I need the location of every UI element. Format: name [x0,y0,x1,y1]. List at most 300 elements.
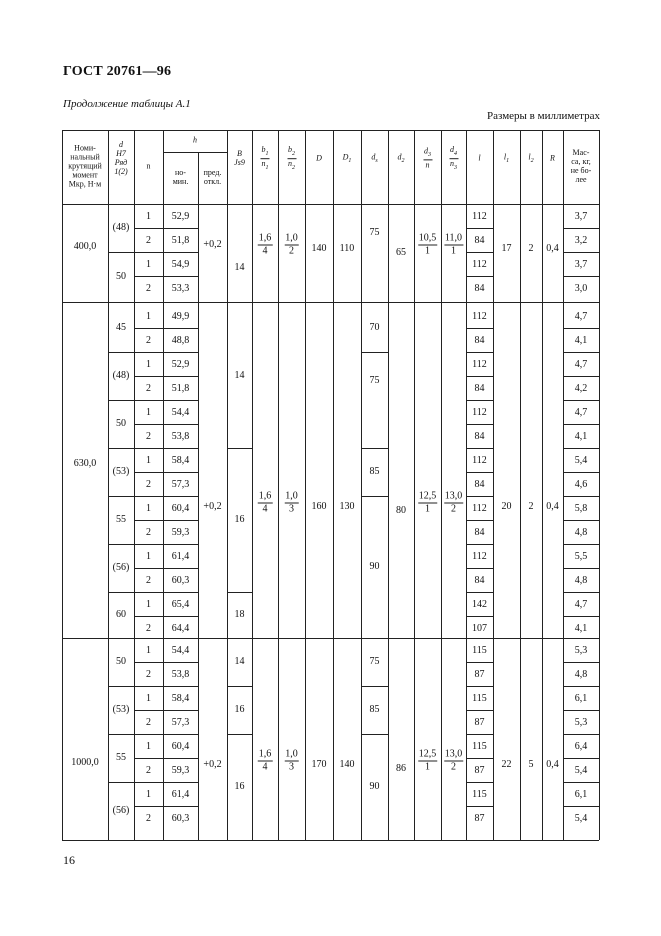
execution-cell: 1 [146,359,151,370]
h-nominal-cell: 54,9 [171,259,190,270]
table-rule [163,204,164,302]
table-rule [134,228,198,229]
table-rule [134,130,135,204]
table-rule [388,204,389,302]
shaft-diameter-cell: 60 [116,609,126,620]
table-rule [388,638,389,840]
mass-cell: 4,7 [574,311,588,322]
header-b2-n2 [287,146,296,172]
l-cell: 112 [472,551,487,562]
table-rule [134,328,198,329]
l-cell: 84 [474,283,485,294]
l-cell: 115 [472,645,487,656]
page-number: 16 [63,853,75,867]
header-ds-text: $d_s$ [371,152,378,164]
table-rule [134,710,198,711]
table-rule [388,130,389,204]
execution-cell: 1 [146,503,151,514]
header-d4: $d_4$ [450,145,457,157]
l-cell: 115 [472,789,487,800]
table-rule [563,472,599,473]
table-rule [252,638,253,840]
l-cell: 112 [472,503,487,514]
h-nominal-cell: 61,4 [171,551,190,562]
table-rule [414,204,415,302]
table-rule [466,520,493,521]
shaft-diameter-cell: 55 [116,752,126,763]
table-rule [227,204,228,302]
table-rule [563,806,599,807]
table-rule [361,734,388,735]
table-rule [493,302,494,638]
table-rule [134,782,198,783]
ds-cell: 70 [369,322,380,333]
table-rule [563,228,599,229]
table-rule [278,204,279,302]
l-cell: 84 [474,527,485,538]
table-rule [227,686,252,687]
ds-cell: 85 [369,704,380,715]
table-rule [361,638,362,840]
table-rule [163,638,164,840]
h-nominal-cell: 60,4 [171,741,190,752]
table-rule [493,204,494,302]
ds-cell: 90 [369,781,380,792]
execution-cell: 1 [146,407,151,418]
table-rule [466,472,493,473]
table-rule [333,130,334,204]
table-rule [563,686,599,687]
table-rule [134,592,198,593]
table-rule [108,252,134,253]
torque-cell: 1000,0 [71,757,99,769]
table-rule [134,400,198,401]
header-d2-text: $d_2$ [397,152,405,164]
B-cell: 14 [234,656,245,667]
table-rule [62,638,599,639]
table-rule [466,448,493,449]
table-rule [163,152,227,153]
ds-cell: 75 [369,374,380,386]
mass-cell: 4,6 [574,479,588,490]
h-nominal-cell: 60,3 [171,575,190,586]
table-rule [227,638,228,840]
table-rule [466,710,493,711]
D1-cell: 140 [339,759,355,770]
h-nominal-cell: 53,8 [171,431,190,442]
table-rule [62,130,63,204]
shaft-diameter-cell: (48) [112,370,130,381]
table-rule [414,638,415,840]
mass-cell: 4,2 [574,383,588,394]
table-rule [62,302,63,638]
h-nominal-cell: 52,9 [171,211,190,222]
mass-cell: 3,7 [574,211,588,222]
table-rule [542,130,543,204]
d4-n3-cell: $\frac{13,0}{2}$ [444,748,463,773]
table-rule [333,204,334,302]
table-rule [563,568,599,569]
h-nominal-cell: 48,8 [171,335,190,346]
mass-cell: 5,4 [574,813,588,824]
table-rule [252,204,253,302]
l-cell: 107 [472,623,487,634]
B-cell: 16 [234,704,245,715]
table-rule [466,616,493,617]
l-cell: 142 [472,599,487,610]
table-rule [134,496,198,497]
h-tolerance-cell: +0,2 [203,501,222,512]
h-nominal-cell: 61,4 [171,789,190,800]
d4-n3-cell: $\frac{11,0}{1}$ [444,232,463,257]
table-rule [563,592,599,593]
h-nominal-cell: 52,9 [171,359,190,370]
l1-cell: 17 [501,243,512,254]
table-rule [388,302,389,638]
table-rule [108,448,134,449]
execution-cell: 2 [146,813,151,824]
units-label: Размеры в миллиметрах [487,110,600,122]
h-nominal-cell: 59,3 [171,765,190,776]
table-rule [134,520,198,521]
table-rule [134,376,198,377]
b1-n1-cell: $\frac{1,6}{4}$ [258,748,272,773]
table-rule [305,638,306,840]
d2-cell: 80 [396,505,406,516]
mass-cell: 5,3 [574,645,588,656]
shaft-diameter-cell: 50 [116,271,126,282]
header-ds [371,153,377,164]
h-nominal-cell: 64,4 [171,623,190,634]
table-rule [441,204,442,302]
mass-cell: 4,1 [574,335,588,346]
h-nominal-cell: 60,3 [171,813,190,824]
l1-cell: 22 [501,759,512,770]
l-cell: 84 [474,479,485,490]
b2-n2-cell: $\frac{1,0}{3}$ [285,748,298,773]
table-rule [563,758,599,759]
R-cell: 0,4 [546,243,559,254]
execution-cell: 2 [146,283,151,294]
table-rule [361,686,388,687]
ds-cell: 75 [369,227,380,239]
table-rule [134,204,135,302]
shaft-diameter-cell: 55 [116,514,126,525]
table-rule [441,130,442,204]
table-rule [563,616,599,617]
ds-cell: 85 [369,466,380,477]
mass-cell: 6,4 [574,741,588,752]
table-rule [134,252,198,253]
table-rule [278,638,279,840]
table-rule [520,204,521,302]
d3-n-cell: $\frac{10,5}{1}$ [418,232,437,257]
h-nominal-cell: 54,4 [171,407,190,418]
table-rule [466,568,493,569]
shaft-diameter-cell: (56) [112,562,130,573]
table-rule [361,130,362,204]
table-rule [361,352,388,353]
l-cell: 87 [474,765,485,776]
table-rule [466,496,493,497]
execution-cell: 2 [146,575,151,586]
table-rule [599,130,600,204]
table-rule [414,302,415,638]
B-cell: 18 [234,609,245,620]
b2-n2-cell: $\frac{1,0}{3}$ [285,490,298,515]
table-rule [441,638,442,840]
h-nominal-cell: 53,3 [171,283,190,294]
table-rule [466,662,493,663]
l-cell: 115 [472,741,487,752]
table-rule [466,352,493,353]
header-h: h [193,135,197,145]
execution-cell: 1 [146,259,151,270]
shaft-diameter-cell: (53) [112,466,130,477]
mass-cell: 4,7 [574,359,588,370]
table-rule [563,520,599,521]
h-nominal-cell: 49,9 [171,311,190,322]
mass-cell: 6,1 [574,789,588,800]
d2-cell: 86 [396,763,406,774]
mass-cell: 4,8 [574,575,588,586]
table-rule [163,130,164,204]
B-cell: 14 [234,370,245,381]
table-rule [563,376,599,377]
l-cell: 84 [474,575,485,586]
table-rule [134,276,198,277]
table-rule [542,638,543,840]
header-d3-n: $\frac{d_3}{n}$ [424,146,431,170]
mass-cell: 6,1 [574,693,588,704]
header-b1-n1 [261,146,270,172]
table-rule [108,544,134,545]
table-rule [542,204,543,302]
table-rule [134,568,198,569]
shaft-diameter-cell: (56) [112,805,130,816]
h-nominal-cell: 58,4 [171,455,190,466]
mass-cell: 4,1 [574,623,588,634]
table-rule [563,400,599,401]
table-rule [441,302,442,638]
table-rule [134,806,198,807]
mass-cell: 4,7 [574,407,588,418]
table-rule [414,130,415,204]
table-rule [198,638,199,840]
table-rule [361,496,388,497]
mass-cell: 3,0 [574,283,588,294]
table-rule [563,424,599,425]
l-cell: 112 [472,407,487,418]
table-rule [305,130,306,204]
table-rule [466,734,493,735]
header-n2: $n_2$ [288,159,295,172]
D1-cell: 110 [339,243,355,254]
table-rule [563,252,599,253]
table-rule [466,228,493,229]
header-B: B Js9 [234,149,245,167]
l-cell: 112 [472,211,487,222]
table-rule [134,686,198,687]
table-rule [520,638,521,840]
execution-cell: 2 [146,527,151,538]
b1-n1-cell: $\frac{1,6}{4}$ [258,490,272,515]
shaft-diameter-cell: 50 [116,656,126,667]
table-rule [227,592,252,593]
R-cell: 0,4 [546,501,559,512]
table-rule [134,616,198,617]
D-cell: 160 [311,501,327,512]
table-rule [108,130,109,204]
header-h-tolerance: пред. откл. [203,168,222,186]
table-rule [599,638,600,840]
table-rule [563,638,564,840]
table-rule [520,130,521,204]
table-rule [134,448,198,449]
header-D: D [316,153,322,163]
d3-n-cell: $\frac{12,5}{1}$ [418,748,437,773]
table-rule [108,734,134,735]
shaft-diameter-cell: 50 [116,418,126,429]
h-nominal-cell: 65,4 [171,599,190,610]
table-rule [466,638,467,840]
mass-cell: 4,8 [574,527,588,538]
header-torque: Номи- нальный крутящий момент Mкр, Н·м [68,143,102,189]
table-rule [563,448,599,449]
table-rule [520,302,521,638]
table-rule [563,734,599,735]
l2-cell: 2 [528,243,534,254]
header-D1-text: $D_1$ [342,152,352,164]
table-rule [108,592,134,593]
D1-cell: 130 [339,501,355,512]
table-rule [361,204,362,302]
table-rule [466,806,493,807]
h-nominal-cell: 59,3 [171,527,190,538]
table-continuation-label: Продолжение таблицы А.1 [63,98,191,110]
header-D1 [343,153,352,164]
h-nominal-cell: 54,4 [171,645,190,656]
l-cell: 112 [472,455,487,466]
table-rule [493,638,494,840]
table-rule [134,472,198,473]
table-rule [466,204,467,302]
execution-cell: 2 [146,765,151,776]
header-b1: $b_1$ [261,145,269,157]
header-n1: $n_1$ [261,159,269,172]
table-rule [227,130,228,204]
table-rule [62,638,63,840]
h-nominal-cell: 58,4 [171,693,190,704]
table-rule [252,302,253,638]
table-rule [466,544,493,545]
l-cell: 87 [474,669,485,680]
table-rule [227,448,252,449]
table-rule [466,424,493,425]
table-rule [599,302,600,638]
table-rule [134,352,198,353]
d3-n-cell: $\frac{12,5}{1}$ [418,490,437,515]
header-l1 [504,153,509,164]
table-rule [563,710,599,711]
D-cell: 140 [311,243,327,254]
table-rule [563,276,599,277]
table-rule [134,734,198,735]
table-rule [466,758,493,759]
l-cell: 87 [474,813,485,824]
table-rule [62,302,599,303]
table-rule [542,302,543,638]
table-rule [108,638,109,840]
table-rule [466,276,493,277]
table-rule [493,130,494,204]
table-rule [563,662,599,663]
execution-cell: 2 [146,335,151,346]
shaft-diameter-cell: (53) [112,704,130,715]
execution-cell: 2 [146,623,151,634]
b2-n2-cell: $\frac{1,0}{2}$ [285,232,298,257]
table-rule [333,638,334,840]
mass-cell: 4,8 [574,669,588,680]
execution-cell: 2 [146,717,151,728]
execution-cell: 2 [146,669,151,680]
table-rule [108,496,134,497]
table-rule [466,130,467,204]
l2-cell: 2 [528,501,534,512]
b1-n1-cell: $\frac{1,6}{4}$ [258,232,272,257]
mass-cell: 5,4 [574,455,588,466]
header-execution: n [146,161,151,171]
table-rule [198,302,199,638]
l-cell: 84 [474,235,485,246]
table-rule [108,400,134,401]
table-rule [134,424,198,425]
l-cell: 112 [472,311,487,322]
execution-cell: 1 [146,693,151,704]
table-rule [278,302,279,638]
table-rule [466,686,493,687]
table-rule [466,376,493,377]
document-title: ГОСТ 20761—96 [63,64,172,79]
table-rule [134,544,198,545]
execution-cell: 1 [146,455,151,466]
header-n3: $n_3$ [450,159,457,172]
table-rule [134,758,198,759]
ds-cell: 90 [369,561,380,572]
execution-cell: 1 [146,311,151,322]
header-l1-text: $l_1$ [503,152,510,164]
h-nominal-cell: 53,8 [171,669,190,680]
h-nominal-cell: 57,3 [171,479,190,490]
B-cell: 14 [234,261,245,273]
table-rule [62,204,599,205]
header-h-nominal: но- мин. [172,168,189,186]
header-d2 [398,153,405,164]
execution-cell: 1 [146,211,151,222]
table-rule [62,840,599,841]
table-rule [227,734,252,735]
torque-cell: 630,0 [73,458,97,469]
d2-cell: 65 [396,247,406,258]
mass-cell: 5,4 [574,765,588,776]
h-nominal-cell: 60,4 [171,503,190,514]
execution-cell: 1 [146,789,151,800]
table-rule [108,204,109,302]
l2-cell: 5 [528,759,534,770]
table-rule [333,302,334,638]
header-mass: Мас- са, кг, не бо- лее [570,148,592,184]
execution-cell: 1 [146,599,151,610]
